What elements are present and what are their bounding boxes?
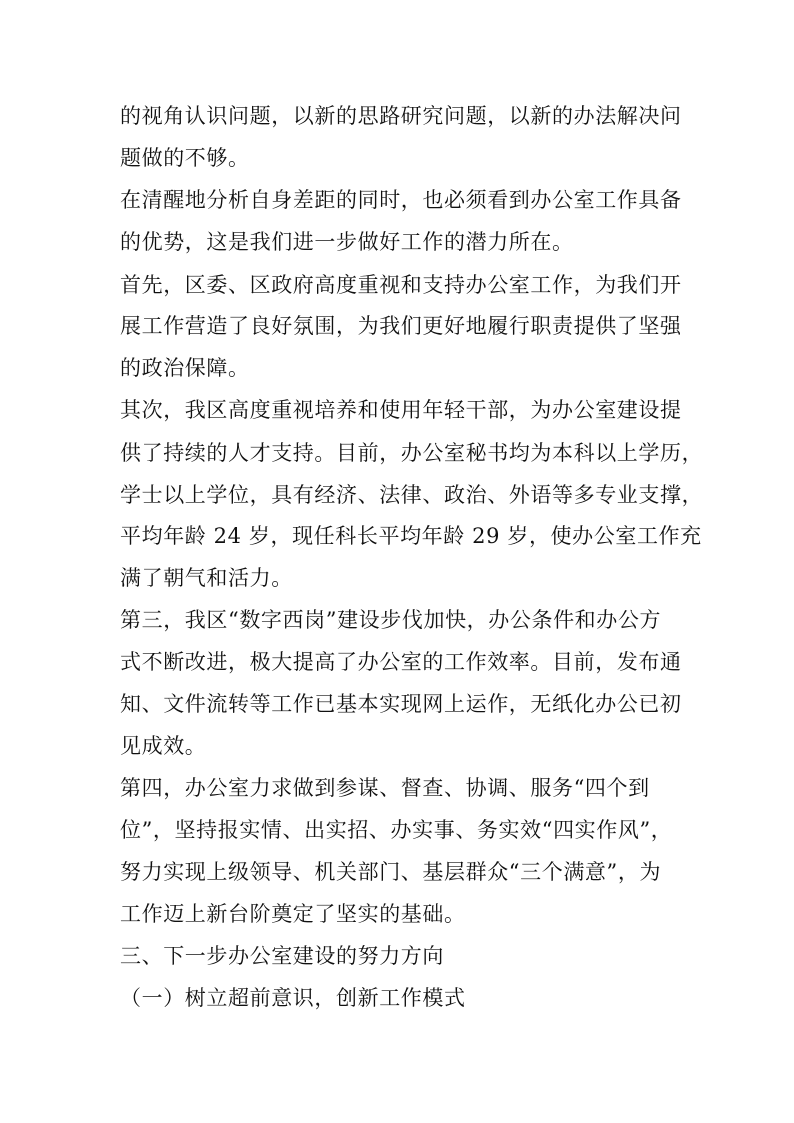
text-line: 的政治保障。 bbox=[120, 356, 250, 380]
text-line: 的视角认识问题，以新的思路研究问题，以新的办法解决问 bbox=[120, 104, 682, 128]
text-line: 其次，我区高度重视培养和使用年轻干部，为办公室建设提 bbox=[120, 398, 682, 422]
section-heading: 三、下一步办公室建设的努力方向 bbox=[120, 944, 444, 968]
text-line: 见成效。 bbox=[120, 734, 207, 758]
text-line: 知、文件流转等工作已基本实现网上运作，无纸化办公已初 bbox=[120, 692, 682, 716]
text-line: 满了朝气和活力。 bbox=[120, 566, 293, 590]
text-line: 在清醒地分析自身差距的同时，也必须看到办公室工作具备 bbox=[120, 188, 682, 212]
text-line: 工作迈上新台阶奠定了坚实的基础。 bbox=[120, 902, 466, 926]
text-line: 位”，坚持报实情、出实招、办实事、务实效“四实作风”， bbox=[120, 818, 673, 842]
text-line: 式不断改进，极大提高了办公室的工作效率。目前，发布通 bbox=[120, 650, 682, 674]
text-line: 首先，区委、区政府高度重视和支持办公室工作，为我们开 bbox=[120, 273, 682, 297]
text-line: 第三，我区“数字西岗”建设步伐加快，办公条件和办公方 bbox=[120, 608, 662, 632]
text-line: 学士以上学位，具有经济、法律、政治、外语等多专业支撑， bbox=[120, 483, 704, 507]
text-line: 展工作营造了良好氛围，为我们更好地履行职责提供了坚强 bbox=[120, 314, 682, 338]
text-line: 努力实现上级领导、机关部门、基层群众“三个满意”，为 bbox=[120, 860, 662, 884]
text-line: 的优势，这是我们进一步做好工作的潜力所在。 bbox=[120, 230, 574, 254]
text-line: 平均年龄 24 岁，现任科长平均年龄 29 岁，使办公室工作充 bbox=[120, 524, 702, 548]
text-line: 供了持续的人才支持。目前，办公室秘书均为本科以上学历， bbox=[120, 441, 704, 465]
text-line: 第四，办公室力求做到参谋、督查、协调、服务“四个到 bbox=[120, 776, 650, 800]
text-line: 题做的不够。 bbox=[120, 146, 250, 170]
subsection-heading: （一）树立超前意识，创新工作模式 bbox=[120, 986, 466, 1010]
